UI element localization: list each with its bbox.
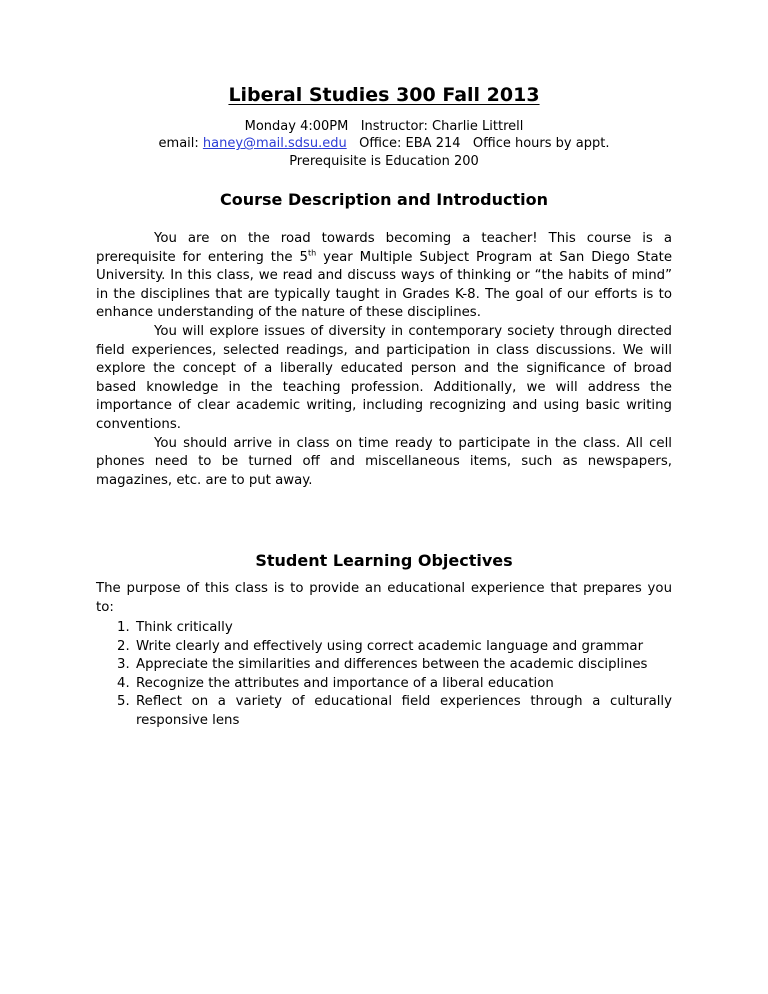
objectives-heading: Student Learning Objectives xyxy=(255,551,513,570)
page-title: Liberal Studies 300 Fall 2013 xyxy=(228,84,540,106)
course-description-heading: Course Description and Introduction xyxy=(220,190,548,209)
list-item: 5. Reflect on a variety of educational field experiences through a culturally responsive lens xyxy=(117,694,672,728)
prerequisite-line: Prerequisite is Education 200 xyxy=(289,154,479,169)
paragraph-2: You will explore issues of diversity in contemporary society through directed field experiences, selected readings, and participation in class discussions. We will explore the concept of a liberally educated person and the significance of broad based knowledge in the teaching profession. Additionally, we will address the importance of clear academic writing, including recognizing and using basic writing conventions. xyxy=(96,323,672,432)
list-item: 4. Recognize the attributes and importance of a liberal education xyxy=(117,675,554,691)
contact-line xyxy=(0,136,768,151)
office-info: Office: EBA 214 Office hours by appt. xyxy=(346,136,610,151)
list-item: 2. Write clearly and effectively using correct academic language and grammar xyxy=(117,638,644,654)
superscript-th: th xyxy=(307,248,317,258)
email-label: email: xyxy=(158,136,203,151)
objectives-intro: The purpose of this class is to provide an educational experience that prepares you to: xyxy=(96,581,672,615)
paragraph-1: You are on the road towards becoming a teacher! This course is a prerequisite for entering the 5th year Multiple Subject Program at San Diego State University. In this class, we read and discuss ways of thinking or “the habits of mind” in the disciplines that are typically taught in Grades K-8. The goal of our efforts is to enhance understanding of the nature of these disciplines. xyxy=(96,231,673,321)
paragraph-3: You should arrive in class on time ready to participate in the class. All cell phones need to be turned off and miscellaneous items, such as newspapers, magazines, etc. are to put away. xyxy=(96,435,672,488)
schedule-instructor-line: Monday 4:00PM Instructor: Charlie Littrell xyxy=(244,119,524,134)
email-link[interactable]: haney@mail.sdsu.edu xyxy=(202,136,347,151)
list-item: 1. Think critically xyxy=(117,620,233,635)
objectives-list xyxy=(96,619,672,731)
course-description-body xyxy=(96,230,672,490)
list-item: 3. Appreciate the similarities and differences between the academic disciplines xyxy=(117,657,648,673)
